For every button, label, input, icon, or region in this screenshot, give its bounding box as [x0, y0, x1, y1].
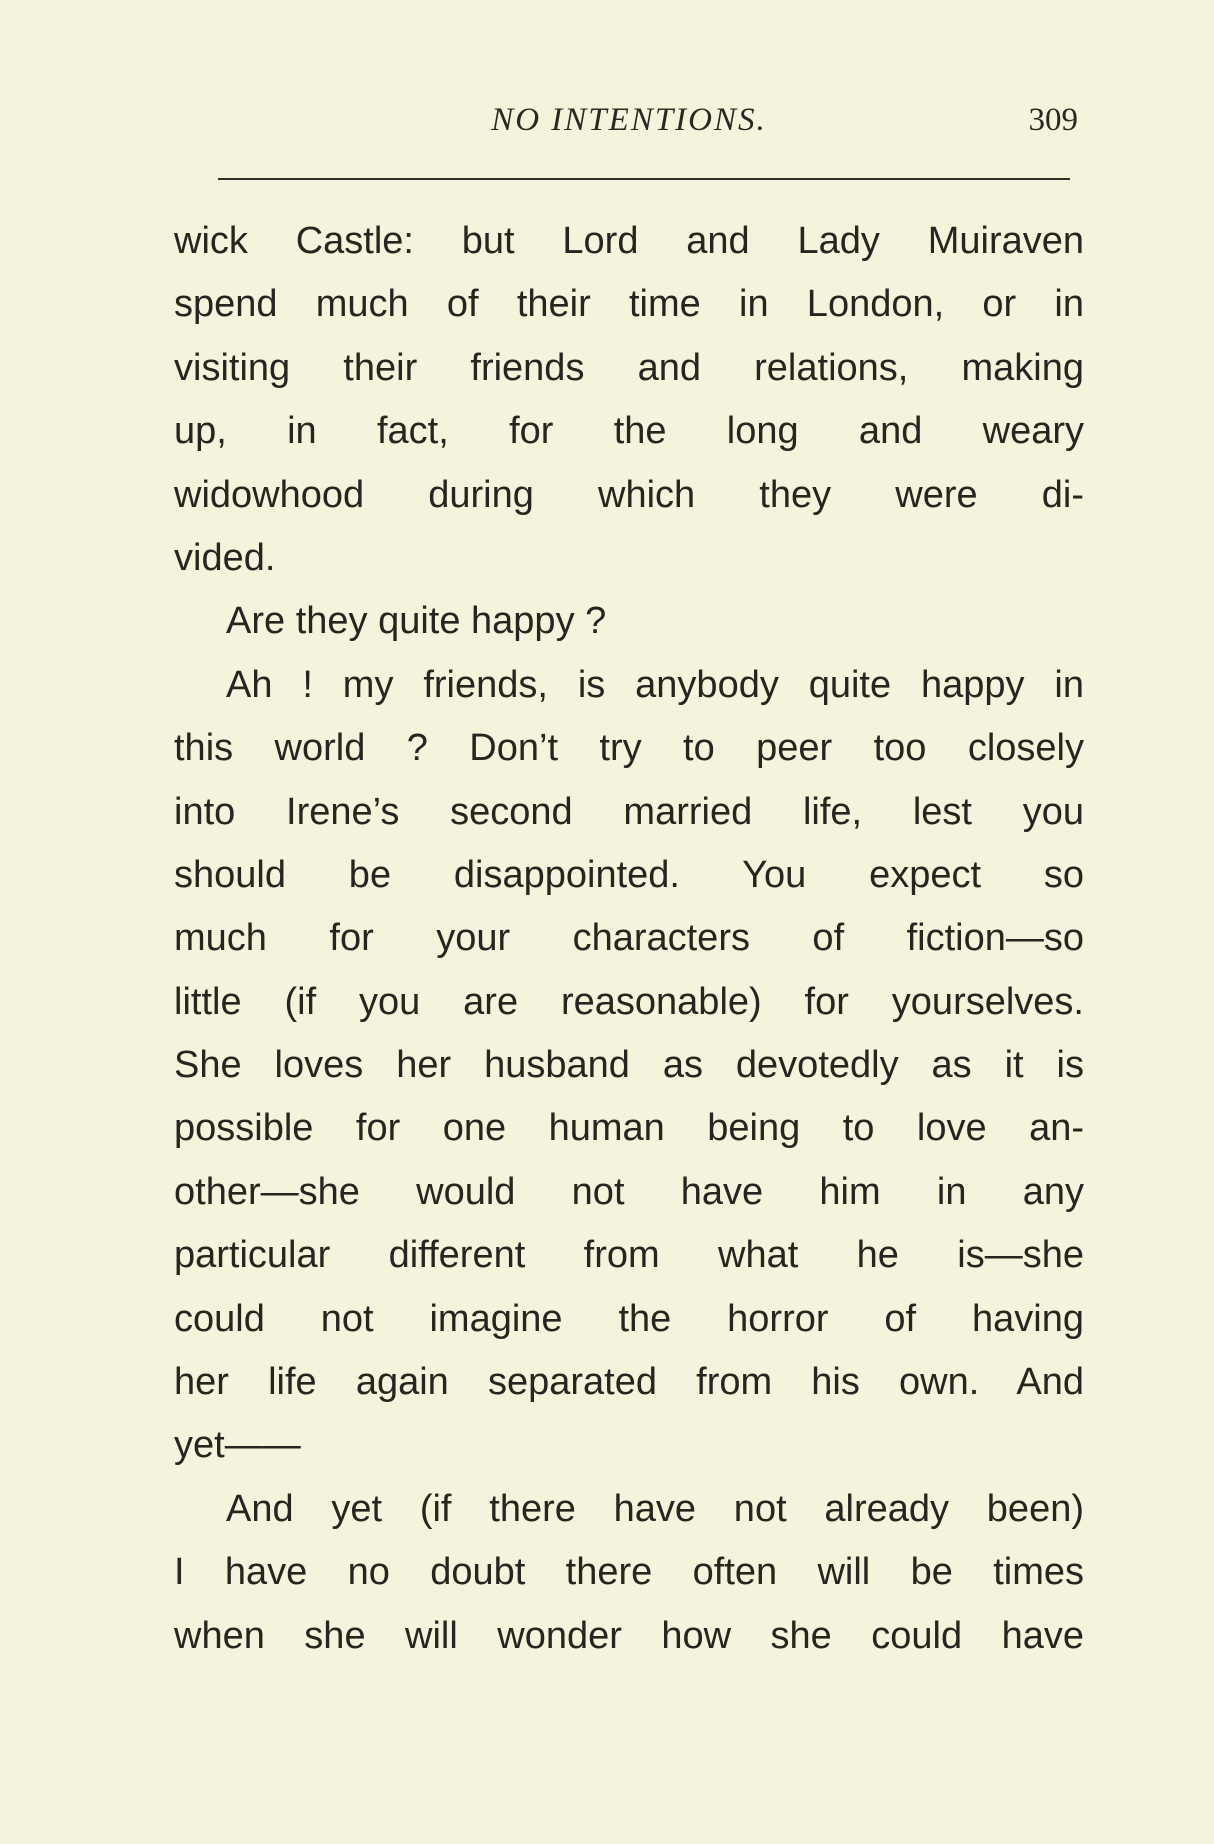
- running-title: NO INTENTIONS.: [491, 102, 767, 138]
- text-line: yet——: [174, 1424, 301, 1467]
- running-head: [174, 100, 1084, 160]
- text-line: little (if you are reasonable) for yourselves.: [174, 980, 1084, 1023]
- text-line: could not imagine the horror of having: [174, 1297, 1084, 1340]
- text-line: visiting their friends and relations, making: [174, 346, 1084, 389]
- text-line: possible for one human being to love an-: [174, 1107, 1084, 1150]
- text-line: I have no doubt there often will be times: [174, 1551, 1084, 1594]
- paragraph: [174, 1478, 1084, 1668]
- text-line: She loves her husband as devotedly as it is: [174, 1044, 1084, 1087]
- text-line: other—she would not have him in any: [174, 1170, 1084, 1213]
- text-line: when she will wonder how she could have: [174, 1614, 1084, 1657]
- header-rule: [218, 178, 1070, 180]
- text-line: her life again separated from his own. And: [174, 1361, 1084, 1404]
- text-line: And yet (if there have not already been): [226, 1487, 1084, 1530]
- text-line: widowhood during which they were di-: [174, 473, 1084, 516]
- text-line: should be disappointed. You expect so: [174, 853, 1084, 896]
- paragraph: [174, 210, 1084, 590]
- text-line: wick Castle: but Lord and Lady Muiraven: [174, 220, 1084, 262]
- text-line: spend much of their time in London, or in: [174, 283, 1084, 326]
- page-number: 309: [1028, 102, 1078, 138]
- text-line: Ah ! my friends, is anybody quite happy in: [226, 663, 1084, 706]
- text-line: vided.: [174, 536, 276, 579]
- text-line: much for your characters of fiction—so: [174, 917, 1084, 960]
- paragraph: [174, 590, 1084, 653]
- text-line: particular different from what he is—she: [174, 1234, 1084, 1277]
- text-line: up, in fact, for the long and weary: [174, 410, 1084, 453]
- paragraph: [174, 654, 1084, 1478]
- body-text: [174, 210, 1084, 1668]
- text-line: into Irene’s second married life, lest you: [174, 790, 1084, 833]
- text-line: Are they quite happy ?: [226, 600, 607, 643]
- text-line: this world ? Don’t try to peer too closely: [174, 727, 1084, 770]
